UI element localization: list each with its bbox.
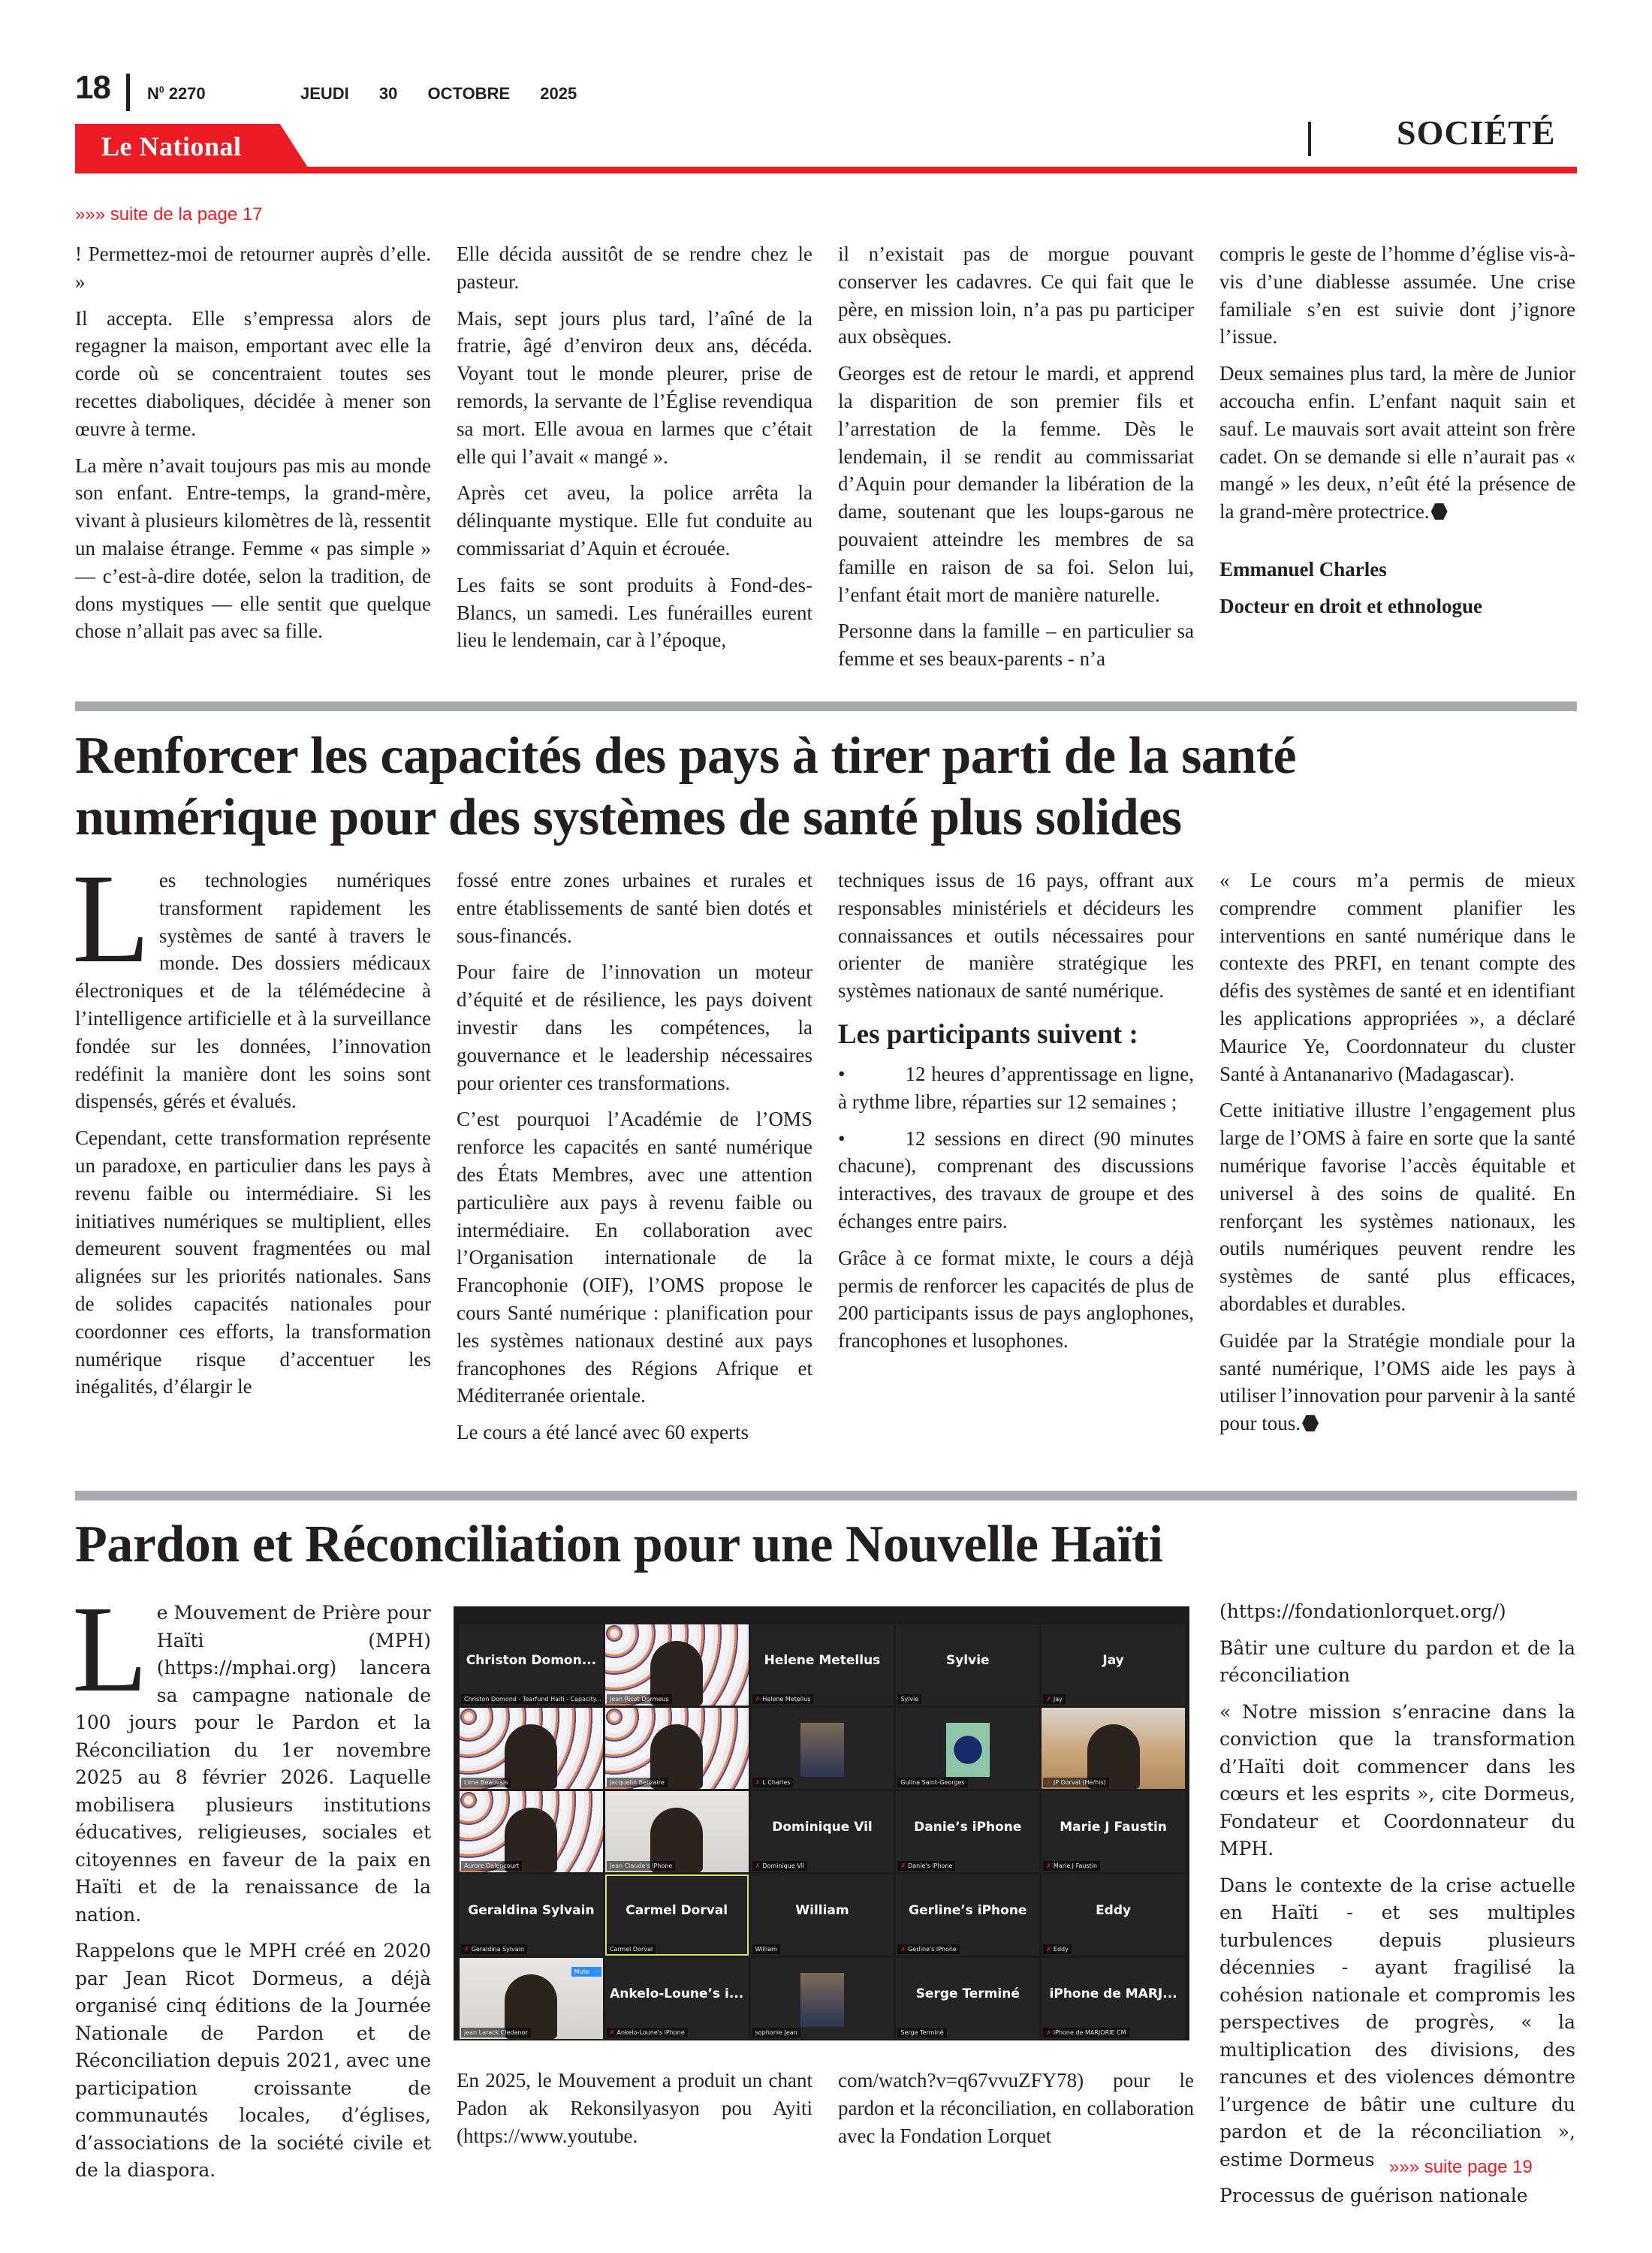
participant-display-name: Sylvie [945, 1653, 990, 1668]
participant-name-label [752, 1694, 814, 1704]
participant-tile [1042, 1624, 1185, 1706]
article1-column-3 [838, 240, 1194, 682]
participant-display-name: Dominique Vil [772, 1820, 873, 1835]
participant-label-text: Helene Metellus [762, 1696, 811, 1703]
muted-mic-icon: ✗ [1046, 1862, 1051, 1869]
article2-column-2 [457, 867, 812, 1455]
drop-cap: L [72, 1580, 148, 1718]
more-options-icon: ··· [593, 1968, 600, 1975]
section-separator [75, 1491, 1577, 1500]
header-red-rule [75, 167, 1577, 173]
article3-headline: Pardon et Réconciliation pour une Nouvelle Haïti [75, 1516, 1163, 1573]
section-divider [1308, 122, 1311, 156]
paragraph: Après cet aveu, la police arrêta la délinquante mystique. Elle fut conduite au commissariat d’Aquin et écrouée. [457, 481, 812, 559]
participant-label-text: Danie's iPhone [908, 1862, 953, 1869]
paragraph: com/watch?v=q67vvuZFY78) pour le pardon et la réconciliation, en collaboration avec la Fondation Lorquet [838, 2069, 1194, 2147]
article1-column-4 [1219, 240, 1575, 629]
participant-tile [605, 1708, 749, 1789]
participant-display-name: Serge Terminé [915, 1986, 1020, 2001]
headline-line-2: numérique pour des systèmes de santé plus solides [75, 789, 1182, 846]
participant-label-text: Jean Ricot Dormeus [609, 1696, 669, 1703]
section-separator [75, 701, 1577, 711]
participant-tile [1042, 1874, 1185, 1956]
participant-label-text: Christon Domond - Tearfund Haiti - Capacity... [464, 1696, 601, 1703]
participant-label-text: jean Larack Cledanor [464, 2029, 528, 2036]
participant-name-label [461, 2028, 531, 2037]
paragraph: « Notre mission s’enracine dans la conviction que la transformation d’Haïti doit commencer dans les cœurs et les esprits », cite Dormeus, Fondateur et Coordonnateur du MPH. [1219, 1700, 1575, 1859]
article2-headline [75, 725, 1296, 849]
participant-tile [1042, 1708, 1185, 1789]
participant-label-text: Lima Beauvais [464, 1779, 508, 1786]
muted-mic-icon: ✗ [1046, 1779, 1051, 1786]
bullet-text: 12 heures d’apprentissage en ligne, à rythme libre, réparties sur 12 semaines ; [838, 1062, 1194, 1113]
paragraph: Georges est de retour le mardi, et apprend la disparition de son premier fils et l’arrestation de la femme. Dès le lendemain, il se rendit au commissariat d’Aquin pour demander la libération de la dame, soutenant que les loups-garous ne pouvaient atteindre les membres de sa famille en raison de sa foi. Selon lui, l’enfant était mort de manière naturelle. [838, 362, 1194, 606]
paragraph-text: es technologies numériques transforment rapidement les systèmes de santé à travers le monde. Des dossiers médicaux électroniques et de la télémédecine à l’intelligence artificielle et à la surveillance fondée sur les données, l’innovation redéfinit la manière dont les soins sont dispensés, gérés et évalués. [75, 869, 431, 1113]
participant-tile [460, 1708, 603, 1789]
bullet-item [838, 1125, 1194, 1235]
participant-tile [896, 1874, 1039, 1956]
section-title: SOCIÉTÉ [1397, 113, 1556, 152]
paragraph [72, 848, 431, 1115]
paragraph: Grâce à ce format mixte, le cours a déjà permis de renforcer les capacités de plus de 200 participants issus de pays anglophones, francophones et lusophones. [838, 1246, 1194, 1353]
muted-mic-icon: ✗ [1046, 2029, 1051, 2036]
paragraph: Bâtir une culture du pardon et de la réconciliation [1219, 1636, 1575, 1686]
paragraph [72, 1580, 431, 1929]
muted-mic-icon: ✗ [755, 1779, 761, 1786]
participant-tile [605, 1874, 749, 1956]
participant-label-text: Gerline's iPhone [908, 1946, 957, 1953]
participant-label-text: Serge Terminé [900, 2029, 944, 2036]
article1-column-1 [75, 240, 431, 654]
participant-name-label [1043, 1694, 1066, 1704]
paragraph: C’est pourquoi l’Académie de l’OMS renforce les capacités en santé numérique des États Membres, avec une attention particulière aux pays à revenu faible ou intermédiaire. En collaboration avec l’Organisation internationale de la Francophonie (OIF), l’OMS propose le cours Santé numérique : planification pour les systèmes nationaux destiné aux pays francophones des Régions Afrique et Méditerranée orientale. [457, 1108, 812, 1407]
issue-date [300, 84, 592, 104]
paragraph: Le cours a été lancé avec 60 experts [457, 1421, 749, 1444]
participant-label-text: Sylvie [900, 1696, 919, 1703]
participant-name-label [897, 1694, 921, 1704]
article2-subhead: Les participants suivent : [838, 1018, 1138, 1050]
participant-label-text: Ankelo-Loune's iPhone [616, 2029, 685, 2036]
paragraph: Il accepta. Elle s’empressa alors de regagner la maison, emportant avec elle la corde où se concentraient toutes ses recettes diaboliques, décidée à mener son œuvre à terme. [75, 306, 431, 440]
participant-name-label [607, 1861, 676, 1871]
date-day: 30 [378, 84, 398, 103]
participant-name-label [461, 1861, 522, 1871]
participant-tile [605, 1958, 749, 2039]
participant-tile [605, 1624, 749, 1706]
participant-name-label [1043, 1944, 1072, 1954]
muted-mic-icon: ✗ [755, 1696, 761, 1703]
globe-avatar-icon [946, 1723, 990, 1777]
participant-display-name: Marie J Faustin [1060, 1820, 1167, 1835]
participant-tile [1042, 1791, 1185, 1872]
article2-column-1 [72, 848, 431, 1410]
paragraph: il n’existait pas de morgue pouvant conserver les cadavres. Ce qui fait que le père, en mission loin, n’a pas pu participer aux obsèques. [838, 243, 1194, 348]
participant-tile [1042, 1958, 1185, 2039]
article3-column-1 [72, 1580, 431, 2194]
date-weekday: JEUDI [300, 84, 349, 103]
paragraph-text: Deux semaines plus tard, la mère de Junior accoucha enfin. L’enfant naquit sain et sauf. Le mauvais sort avait atteint son frère cadet. On se demande si elle n’aurait pas « mangé » les deux, n’eût été la présence de la grand-mère protectrice. [1219, 362, 1575, 523]
participant-tile [896, 1708, 1039, 1789]
paragraph: En 2025, le Mouvement a produit un chant Padon ak Rekonsilyasyon pou Ayiti (https://www.youtube. [457, 2069, 812, 2147]
participant-name-label [752, 2028, 800, 2037]
participant-label-text: Jacquelin Belizaire [609, 1779, 665, 1786]
participant-name-label [607, 1944, 656, 1954]
bullet-icon: • [838, 1062, 846, 1085]
paragraph: Cette initiative illustre l’engagement plus large de l’OMS à faire en sorte que la santé numérique favorise l’accès équitable et universel à des soins de qualité. En renforçant les systèmes nationaux, les outils numériques peuvent rendre les systèmes de santé plus efficaces, abordables et durables. [1219, 1099, 1575, 1315]
participant-name-label [897, 1944, 959, 1954]
muted-mic-icon: ✗ [900, 1946, 906, 1953]
paragraph: « Le cours m’a permis de mieux comprendre comment planifier les interventions en santé numérique dans le contexte des PRFI, en tenant compte des défis des systèmes de santé et en identifiant les applications appropriées », a déclaré Maurice Ye, Coordonnateur du cluster Santé à Antananarivo (Madagascar). [1219, 869, 1575, 1085]
continued-from-link[interactable]: »»» suite de la page 17 [75, 204, 263, 225]
participant-label-text: Aurore Dalencourt [464, 1862, 520, 1869]
date-month: OCTOBRE [427, 84, 511, 103]
participant-display-name: Christon Domon... [466, 1653, 597, 1668]
participant-name-label [752, 1778, 794, 1787]
participant-name-label [1043, 1861, 1100, 1871]
issue-sup: 0 [158, 84, 164, 95]
paragraph: Mais, sept jours plus tard, l’aîné de la fratrie, âgé d’environ deux ans, décéda. Voyant tout le monde pleurer, prise de remords, la servante de l’Église revendiqua sa mort. Elle avoua en larmes que c’était elle qui l’avait « mangé ». [457, 306, 812, 468]
participant-display-name: Gerline’s iPhone [909, 1903, 1027, 1918]
participant-tile [751, 1958, 894, 2039]
participant-tile [896, 1624, 1039, 1706]
participant-tile [460, 1874, 603, 1956]
paragraph: Personne dans la famille – en particulier sa femme et ses beaux-parents - n’a [838, 620, 1194, 671]
participant-tile [896, 1958, 1039, 2039]
participant-name-label [607, 2028, 688, 2037]
issue-value: 2270 [168, 84, 206, 103]
participant-label-text: William [755, 1946, 777, 1953]
article1-column-2 [457, 240, 812, 663]
paragraph: Rappelons que le MPH créé en 2020 par Jean Ricot Dormeus, a déjà organisé cinq éditions de la Journée Nationale de Pardon et de Réconciliation depuis 2021, avec une participation croissante de communautés locales, d’églises, d’associations de la société civile et de la diaspora. [75, 1940, 431, 2181]
participant-display-name: Danie’s iPhone [914, 1820, 1022, 1835]
article2-column-4 [1219, 867, 1575, 1446]
paragraph: Pour faire de l’innovation un moteur d’équité et de résilience, les pays doivent investir dans les compétences, la gouvernance et le leadership nécessaires pour orienter ces transformations. [457, 961, 812, 1094]
participant-tile [751, 1624, 894, 1706]
paragraph: La mère n’avait toujours pas mis au monde son enfant. Entre-temps, la grand-mère, vivant à plusieurs kilomètres de là, ressentit un malaise étrange. Femme « pas simple » — c’est-à-dire dotée, selon la tradition, de dons mystiques — elle sentit que quelque chose n’allait pas avec sa fille. [75, 454, 431, 643]
participant-grid [460, 1624, 1185, 2039]
paragraph: techniques issus de 16 pays, offrant aux responsables ministériels et décideurs les connaissances et outils nécessaires pour orienter de manière stratégique les systèmes nationaux de santé numérique. [838, 869, 1194, 1003]
participant-display-name: Ankelo-Loune’s i... [610, 1986, 744, 2001]
participant-display-name: Helene Metellus [764, 1653, 881, 1668]
article3-column-4 [1219, 1598, 1575, 2219]
muted-mic-icon: ✗ [1046, 1946, 1051, 1953]
participant-label-text: Marie J Faustin [1053, 1862, 1098, 1869]
participant-name-label [1043, 1778, 1109, 1787]
profile-photo [800, 1973, 844, 2027]
muted-mic-icon: ✗ [609, 2029, 615, 2036]
participant-video-icon [505, 1724, 557, 1789]
paragraph: Cependant, cette transformation représente un paradoxe, en particulier dans les pays à revenu faible ou intermédiaire. Si les initiatives numériques se multiplient, elles demeurent souvent fragmentées ou mal alignées sur les priorités nationales. Sans de solides capacités nationales pour coordonner ces efforts, la transformation numérique risque d’accentuer les inégalités, d’élargir le [75, 1126, 431, 1398]
participant-display-name: Jay [1102, 1653, 1124, 1668]
participant-label-text: Eddy [1053, 1946, 1069, 1953]
paragraph [1219, 1327, 1575, 1437]
participant-tile [751, 1874, 894, 1956]
brand-logo: Le National [101, 131, 242, 161]
participant-name-label [752, 1944, 780, 1954]
participant-tile [751, 1708, 894, 1789]
participant-tile [605, 1791, 749, 1872]
issue-number [147, 84, 206, 104]
paragraph [1219, 360, 1575, 526]
article3-column-2 [457, 2067, 812, 2158]
participant-name-label [461, 1778, 511, 1787]
participant-label-text: Dominique Vil [762, 1862, 805, 1869]
participant-tile [460, 1624, 603, 1706]
bullet-item [838, 1060, 1194, 1116]
muted-mic-icon: ✗ [1046, 1696, 1051, 1703]
paragraph: Processus de guérison nationale [1219, 2185, 1528, 2206]
end-of-article-icon [1431, 503, 1448, 520]
participant-label-text: Geraldina Sylvain [471, 1946, 525, 1953]
participant-name-label [897, 1778, 967, 1787]
participant-display-name: iPhone de MARJ... [1049, 1986, 1177, 2001]
participant-tile [896, 1791, 1039, 1872]
participant-display-name: William [795, 1903, 849, 1918]
participant-display-name: Eddy [1096, 1903, 1132, 1918]
participant-label-text: Guilna Saint-Georges [900, 1779, 965, 1786]
page-number: 18 [75, 69, 110, 106]
participant-label-text: L Charles [762, 1779, 791, 1786]
paragraph: compris le geste de l’homme d’église vis-à-vis d’une diablesse assumée. Une crise familiale s’en est suivie dont j’ignore l’issue. [1219, 243, 1575, 348]
participant-name-label [461, 1944, 527, 1954]
participant-name-label [897, 1861, 955, 1871]
paragraph: (https://fondationlorquet.org/) [1219, 1600, 1506, 1622]
paragraph-text: e Mouvement de Prière pour Haïti (MPH) (https://mphai.org) lancera sa campagne nationale de 100 jours pour le Pardon et la Réconciliation du 1er novembre 2025 au 8 février 2026. Laquelle mobilisera plusieurs institutions éducatives, religieuses, sociales et citoyennes en faveur de la paix en Haïti et de la renaissance de la nation. [75, 1602, 431, 1926]
date-year: 2025 [540, 84, 577, 103]
paragraph: Dans le contexte de la crise actuelle en Haïti - et ses multiples turbulences depuis plusieurs décennies - ayant fragilisé la cohésion nationale et compromis les perspectives de progrès, « la multiplication des divisions, des rancunes et des violences démontre l’urgence de bâtir une culture du pardon et de la réconciliation », estime Dormeus [1219, 1874, 1575, 2170]
participant-label-text: Jay [1053, 1696, 1063, 1703]
participant-tile [460, 1958, 603, 2039]
article2-column-3 [838, 867, 1194, 1364]
participant-display-name: Geraldina Sylvain [468, 1903, 595, 1918]
participant-label-text: JP Dorval (He/his) [1053, 1779, 1106, 1786]
author-name: Emmanuel Charles [1219, 557, 1387, 581]
participant-name-label [752, 1861, 807, 1871]
drop-cap: L [72, 848, 150, 989]
participant-name-label [607, 1694, 672, 1704]
bullet-text: 12 sessions en direct (90 minutes chacune), comprenant des discussions interactives, des travaux de groupe et des échanges entre pairs. [838, 1126, 1194, 1232]
issue-prefix: N [147, 84, 159, 103]
participant-name-label [897, 2028, 946, 2037]
paragraph: fossé entre zones urbaines et rurales et entre établissements de santé bien dotés et sous-financés. [457, 869, 812, 947]
paragraph: Elle décida aussitôt de se rendre chez le pasteur. [457, 243, 812, 293]
zoom-meeting-photo [454, 1606, 1189, 2040]
participant-tile [751, 1791, 894, 1872]
participant-display-name: Carmel Dorval [626, 1903, 728, 1918]
author-title: Docteur en droit et ethnologue [1219, 594, 1482, 617]
participant-tile [460, 1791, 603, 1872]
mute-button: Mute [571, 1967, 592, 1977]
muted-mic-icon: ✗ [464, 1946, 469, 1953]
participant-name-label [607, 1778, 668, 1787]
muted-mic-icon: ✗ [755, 1862, 761, 1869]
participant-label-text: iPhone de MARJORIE CM [1053, 2029, 1126, 2036]
end-of-article-icon [1302, 1415, 1319, 1431]
article3-column-3 [838, 2067, 1194, 2158]
page-number-divider [126, 74, 130, 111]
paragraph: Les faits se sont produits à Fond-des-Blancs, un samedi. Les funérailles eurent lieu le lendemain, car à l’époque, [457, 573, 812, 652]
participant-label-text: sophonie Jean [755, 2029, 797, 2036]
participant-name-label [1043, 2028, 1129, 2037]
profile-photo [800, 1723, 844, 1777]
continued-to-link[interactable]: »»» suite page 19 [1389, 2157, 1533, 2177]
participant-label-text: Carmel Dorval [609, 1946, 653, 1953]
participant-name-label [461, 1694, 602, 1704]
paragraph: ! Permettez-moi de retourner auprès d’elle. » [75, 243, 431, 293]
headline-line-1: Renforcer les capacités des pays à tirer parti de la santé [75, 727, 1297, 785]
participant-label-text: Jean Claude's iPhone [609, 1862, 673, 1869]
bullet-icon: • [838, 1126, 846, 1150]
paragraph-text: Guidée par la Stratégie mondiale pour la santé numérique, l’OMS aide les pays à utiliser l’innovation pour parvenir à la santé pour tous. [1219, 1329, 1575, 1435]
muted-mic-icon: ✗ [900, 1862, 906, 1869]
